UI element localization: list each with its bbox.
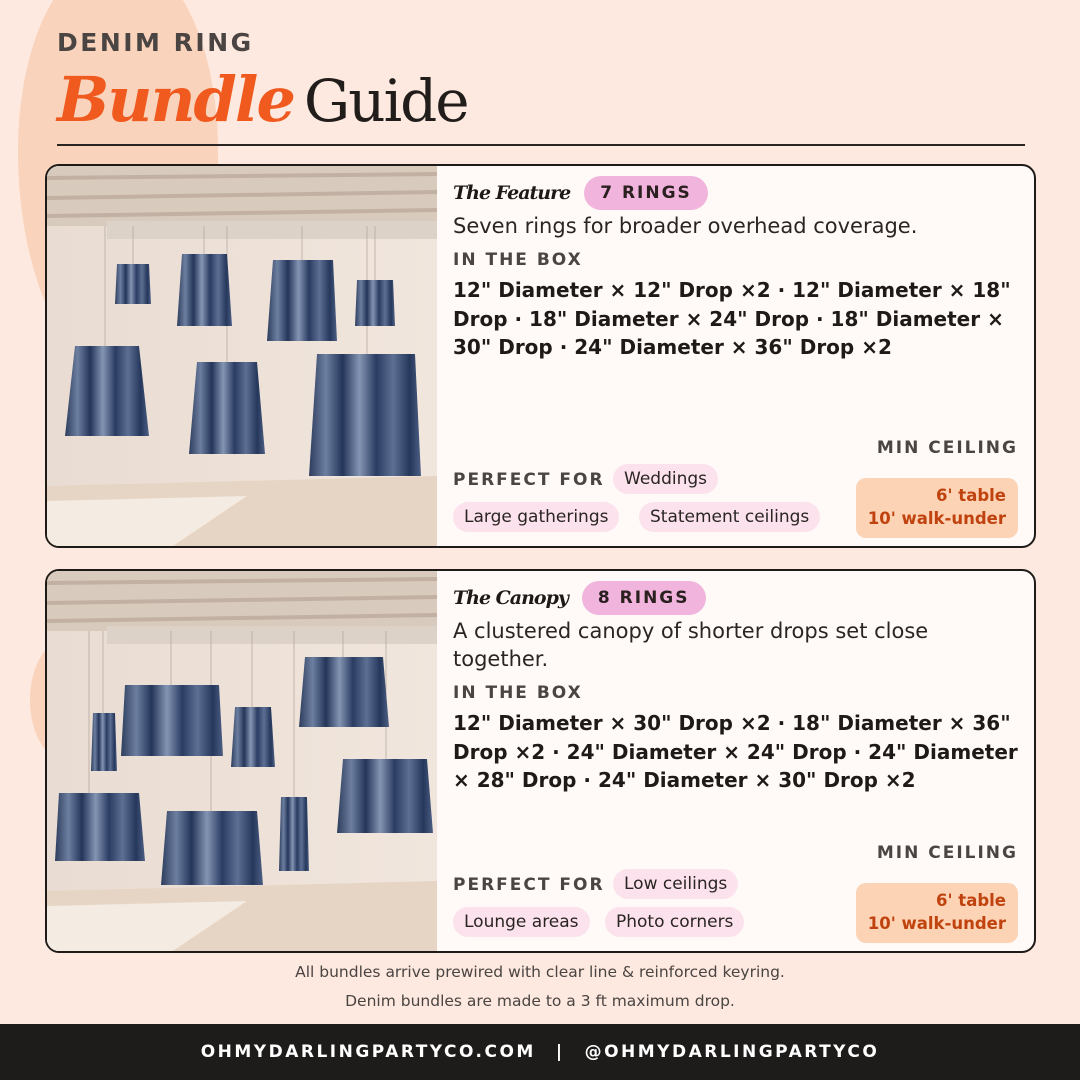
title-main: Guide: [303, 67, 468, 135]
use-tag: Low ceilings: [613, 869, 738, 899]
min-ceiling-walk-under: 10' walk-under: [867, 914, 1006, 933]
perfect-for-label: PERFECT FOR: [453, 875, 605, 895]
bundle-content-feature: [453, 166, 1018, 546]
bundle-content-canopy: [453, 571, 1018, 951]
min-ceiling-walk-under: 10' walk-under: [867, 509, 1006, 528]
bundle-name: The Canopy: [453, 587, 568, 609]
bundle-name: The Feature: [453, 182, 571, 204]
min-ceiling-label: MIN CEILING: [876, 843, 1018, 863]
in-the-box-label: IN THE BOX: [453, 250, 583, 270]
use-tag: Lounge areas: [453, 907, 590, 937]
perfect-for-label: PERFECT FOR: [453, 470, 605, 490]
min-ceiling-table: 6' table: [936, 486, 1006, 505]
min-ceiling-box: [856, 883, 1018, 943]
overline: DENIM RING: [57, 28, 254, 57]
ring-count-badge: 7 RINGS: [584, 176, 708, 210]
bundle-card-feature: [45, 164, 1036, 548]
footer-handle: @OHMYDARLINGPARTYCO: [584, 1042, 880, 1062]
in-the-box-label: IN THE BOX: [453, 683, 583, 703]
min-ceiling-section: [838, 843, 1018, 943]
note-prewired: All bundles arrive prewired with clear line & reinforced keyring.: [295, 963, 785, 981]
header: [57, 28, 1025, 136]
footer: [0, 1024, 1080, 1080]
bundle-description: Seven rings for broader overhead coverage.: [453, 214, 918, 238]
bundle-card-canopy: [45, 569, 1036, 953]
in-the-box-list: 12" Diameter × 12" Drop ×2 · 12" Diameter × 18" Drop · 18" Diameter × 24" Drop · 18" Diameter × 30" Drop · 24" Diameter × 36" Drop ×2: [453, 278, 1011, 359]
title-accent: Bundle: [57, 63, 294, 136]
perfect-for-section: [453, 460, 853, 538]
note-max-drop: Denim bundles are made to a 3 ft maximum drop.: [345, 992, 735, 1010]
bundle-notes: [0, 958, 1080, 1016]
footer-separator: |: [555, 1042, 565, 1062]
min-ceiling-section: [838, 438, 1018, 538]
ring-count-badge: 8 RINGS: [582, 581, 706, 615]
bundle-photo-canopy: [47, 571, 437, 951]
use-tag: Statement ceilings: [639, 502, 820, 532]
page-title: [57, 63, 1025, 136]
min-ceiling-table: 6' table: [936, 891, 1006, 910]
bundle-photo-feature: [47, 166, 437, 546]
perfect-for-section: [453, 865, 853, 943]
in-the-box-list: 12" Diameter × 30" Drop ×2 · 18" Diameter × 36" Drop ×2 · 24" Diameter × 24" Drop · 24" Diameter × 28" Drop · 24" Diameter × 30" Drop ×2: [453, 711, 1018, 792]
min-ceiling-label: MIN CEILING: [876, 438, 1018, 458]
use-tag: Photo corners: [605, 907, 744, 937]
footer-website: OHMYDARLINGPARTYCO.COM: [200, 1042, 536, 1062]
header-divider: [57, 144, 1025, 146]
use-tag: Weddings: [613, 464, 718, 494]
bundle-description: A clustered canopy of shorter drops set close together.: [453, 619, 929, 671]
use-tag: Large gatherings: [453, 502, 619, 532]
min-ceiling-box: [856, 478, 1018, 538]
